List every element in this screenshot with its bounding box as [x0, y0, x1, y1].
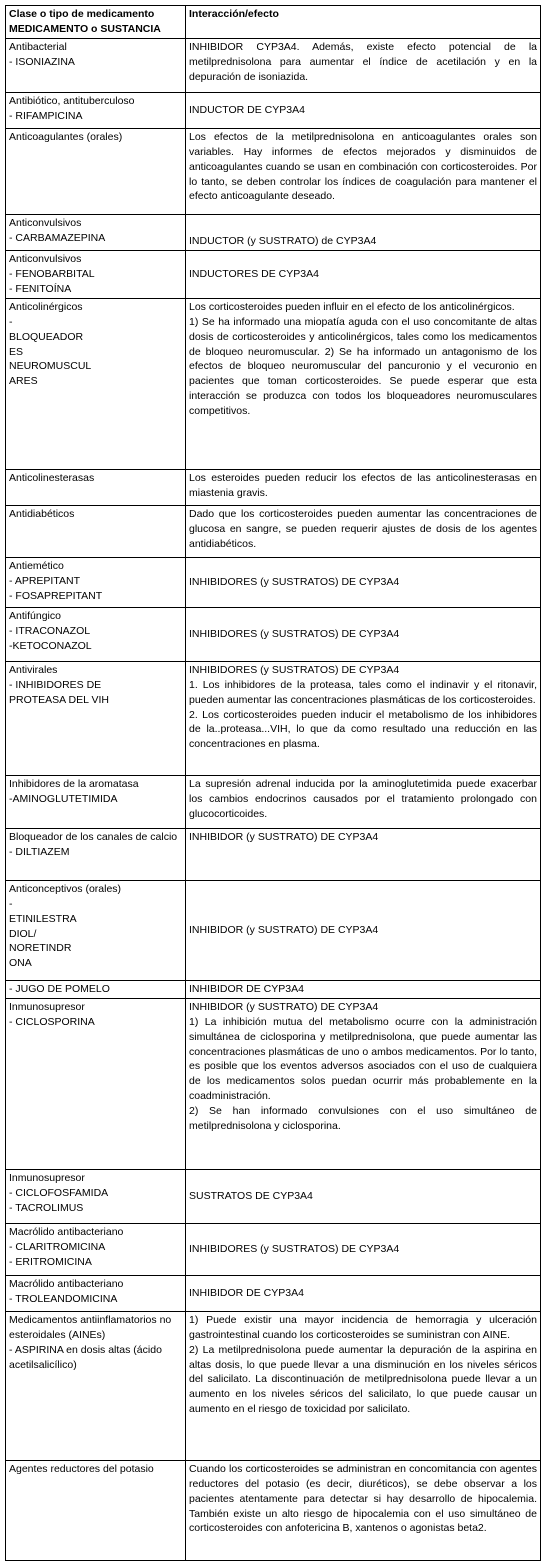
drug-cell: Macrólido antibacteriano - CLARITROMICINA - ERITROMICINA [6, 1223, 186, 1275]
effect-cell: INHIBIDORES (y SUSTRATOS) DE CYP3A4 [186, 607, 541, 661]
table-row [6, 1223, 541, 1275]
effect-cell: Cuando los corticosteroides se administran en concomitancia con agentes reductores del potasio (es decir, diuréticos), se debe observar a los pacientes atentamente para detectar si hay desarrollo de hipocalemia. También existe un alto riesgo de hipocalemia con el uso simultáneo de corticosteroides con anfotericina B, xantenos o agonistas beta2. [186, 1460, 541, 1560]
drug-cell: Anticonvulsivos - FENOBARBITAL - FENITOÍNA [6, 250, 186, 298]
effect-cell: INHIBIDOR (y SUSTRATO) DE CYP3A4 [186, 828, 541, 880]
effect-cell: INDUCTOR (y SUSTRATO) de CYP3A4 [186, 214, 541, 250]
drug-interaction-table [5, 5, 541, 1561]
drug-cell: Anticolinérgicos - BLOQUEADOR ES NEUROMUSCUL ARES [6, 298, 186, 469]
drug-cell: Inhibidores de la aromatasa -AMINOGLUTETIMIDA [6, 775, 186, 828]
drug-cell: Antidiabéticos [6, 505, 186, 557]
drug-cell: Macrólido antibacteriano - TROLEANDOMICINA [6, 1275, 186, 1311]
effect-cell: INHIBIDOR (y SUSTRATO) DE CYP3A4 1) La inhibición mutua del metabolismo ocurre con la administración simultánea de ciclosporina y metilprednisolona, que puede aumentar las concentraciones plasmáticas de uno o ambos medicamentos. Por lo tanto, es posible que los eventos adversos asociados con el uso de cualquiera de los medicamentos solos puedan ocurrir más probablemente en la coadministración. 2) Se han informado convulsiones con el uso simultáneo de metilprednisolona y ciclosporina. [186, 998, 541, 1169]
effect-cell: INHIBIDOR DE CYP3A4 [186, 1275, 541, 1311]
effect-cell: INDUCTOR DE CYP3A4 [186, 92, 541, 128]
table-row [6, 505, 541, 557]
table-row [6, 557, 541, 607]
column-header-interaction: Interacción/efecto [186, 6, 541, 39]
effect-cell: INHIBIDOR CYP3A4. Además, existe efecto potencial de la metilprednisolona para aumentar el índice de acetilación y en la depuración de isoniazida. [186, 38, 541, 92]
table-row [6, 775, 541, 828]
drug-cell: Bloqueador de los canales de calcio - DILTIAZEM [6, 828, 186, 880]
effect-cell: INHIBIDORES (y SUSTRATOS) DE CYP3A4 [186, 557, 541, 607]
effect-cell: INHIBIDOR (y SUSTRATO) DE CYP3A4 [186, 880, 541, 980]
effect-cell: SUSTRATOS DE CYP3A4 [186, 1169, 541, 1223]
drug-cell: Inmunosupresor - CICLOFOSFAMIDA - TACROLIMUS [6, 1169, 186, 1223]
table-row [6, 92, 541, 128]
drug-cell: Antibacterial - ISONIAZINA [6, 38, 186, 92]
column-header-drug-class: Clase o tipo de medicamento MEDICAMENTO o SUSTANCIA [6, 6, 186, 39]
drug-cell: Anticolinesterasas [6, 469, 186, 505]
table-row [6, 1169, 541, 1223]
effect-cell: Los corticosteroides pueden influir en el efecto de los anticolinérgicos. 1) Se ha informado una miopatía aguda con el uso concomitante de altas dosis de corticosteroides y anticolinérgicos, tales como los medicamentos de bloqueo neuromuscular. 2) Se ha informado un antagonismo de los efectos de bloqueo neuromuscular del pancuronio y el vecuronio en pacientes que toman corticosteroides. Se puede esperar que esta interacción se produzca con todos los bloqueadores neuromusculares competitivos. [186, 298, 541, 469]
drug-cell: Anticonceptivos (orales) - ETINILESTRA DIOL/ NORETINDR ONA [6, 880, 186, 980]
table-row [6, 250, 541, 298]
effect-cell: INDUCTORES DE CYP3A4 [186, 250, 541, 298]
table-row [6, 469, 541, 505]
effect-cell: 1) Puede existir una mayor incidencia de hemorragia y ulceración gastrointestinal cuando los corticosteroides se suministran con AINE. 2) La metilprednisolona puede aumentar la depuración de la aspirina en altas dosis, lo que puede llevar a una disminución en los niveles séricos del salicilato. La discontinuación de metilprednisolona puede llevar a un aumento en los niveles séricos del salicilato, lo que puede causar un aumento en el riesgo de toxicidad por salicilato. [186, 1311, 541, 1460]
drug-cell: Anticonvulsivos - CARBAMAZEPINA [6, 214, 186, 250]
table-row [6, 1460, 541, 1560]
table-header-row [6, 6, 541, 39]
effect-cell: Dado que los corticosteroides pueden aumentar las concentraciones de glucosa en sangre, se pueden requerir ajustes de dosis de los agentes antidiabéticos. [186, 505, 541, 557]
table-row [6, 980, 541, 998]
effect-cell: La supresión adrenal inducida por la aminoglutetimida puede exacerbar los cambios endocrinos causados por el tratamiento prolongado con glucocorticoides. [186, 775, 541, 828]
drug-cell: - JUGO DE POMELO [6, 980, 186, 998]
drug-cell: Inmunosupresor - CICLOSPORINA [6, 998, 186, 1169]
effect-cell: INHIBIDORES (y SUSTRATOS) DE CYP3A4 1. Los inhibidores de la proteasa, tales como el indinavir y el ritonavir, pueden aumentar las concentraciones plasmáticas de los corticosteroides. 2. Los corticosteroides pueden inducir el metabolismo de los inhibidores de la..proteasa...VIH, lo que da como resultado una reducción en las concentraciones en plasma. [186, 661, 541, 775]
drug-cell: Antibiótico, antituberculoso - RIFAMPICINA [6, 92, 186, 128]
drug-cell: Antiemético - APREPITANT - FOSAPREPITANT [6, 557, 186, 607]
drug-cell: Anticoagulantes (orales) [6, 128, 186, 214]
drug-cell: Antifúngico - ITRACONAZOL -KETOCONAZOL [6, 607, 186, 661]
effect-cell: Los efectos de la metilprednisolona en anticoagulantes orales son variables. Hay informes de efectos mejorados y disminuidos de anticoagulantes cuando se usan en combinación con corticosteroides. Por lo tanto, se deben controlar los índices de coagulación para mantener el efecto anticoagulante deseado. [186, 128, 541, 214]
table-row [6, 880, 541, 980]
table-row [6, 661, 541, 775]
table-row [6, 607, 541, 661]
table-row [6, 1311, 541, 1460]
table-row [6, 828, 541, 880]
effect-cell: INHIBIDOR DE CYP3A4 [186, 980, 541, 998]
effect-cell: INHIBIDORES (y SUSTRATOS) DE CYP3A4 [186, 1223, 541, 1275]
table-row [6, 298, 541, 469]
drug-cell: Medicamentos antiinflamatorios no esteroidales (AINEs) - ASPIRINA en dosis altas (ácido acetilsalicílico) [6, 1311, 186, 1460]
table-row [6, 214, 541, 250]
drug-cell: Agentes reductores del potasio [6, 1460, 186, 1560]
table-row [6, 1275, 541, 1311]
table-row [6, 38, 541, 92]
table-row [6, 998, 541, 1169]
drug-cell: Antivirales - INHIBIDORES DE PROTEASA DEL VIH [6, 661, 186, 775]
table-row [6, 128, 541, 214]
effect-cell: Los esteroides pueden reducir los efectos de las anticolinesterasas en miastenia gravis. [186, 469, 541, 505]
